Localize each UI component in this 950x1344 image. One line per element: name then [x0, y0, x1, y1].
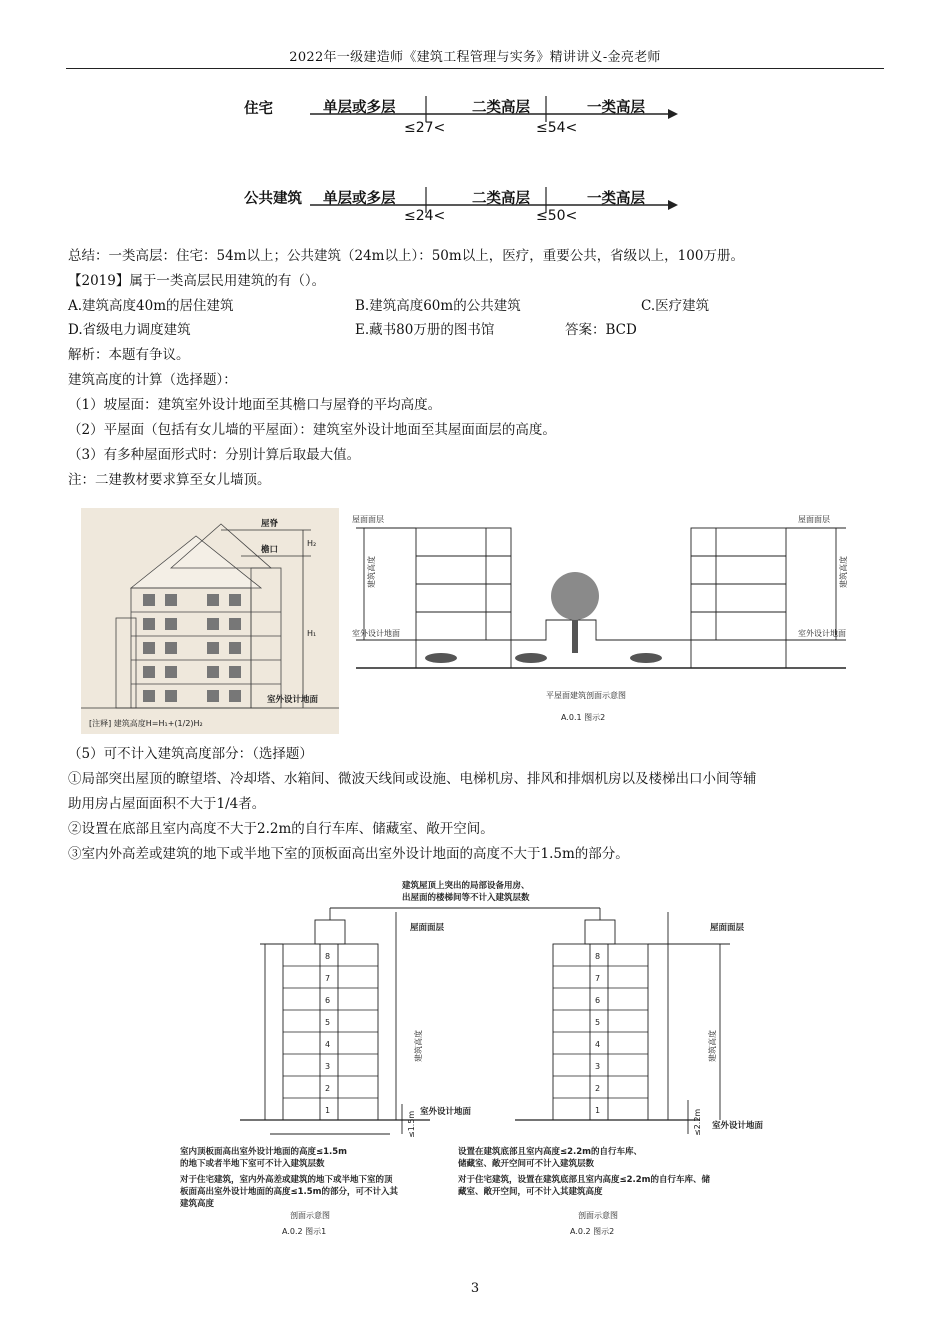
- scale-segment-class1: 一类高层: [587, 100, 645, 116]
- label-height-left: 建筑高度: [367, 556, 376, 588]
- label-ground-left: 室外设计地面: [352, 629, 400, 638]
- label-ridge: 屋脊: [261, 519, 279, 529]
- floor-2-left: 2: [325, 1084, 331, 1093]
- scale-segment-class2: 二类高层: [472, 100, 530, 116]
- page-header: 2022年一级建造师《建筑工程管理与实务》精讲讲义-金亮老师: [289, 50, 661, 65]
- answer-text: 答案：BCD: [565, 322, 637, 338]
- dim-right: ≤2.2m: [693, 1108, 702, 1136]
- left-note-4: 板面高出室外设计地面的高度≤1.5m的部分，可不计入其: [180, 1187, 399, 1197]
- option-c: C.医疗建筑: [641, 298, 710, 314]
- label-h2: H₂: [307, 539, 317, 548]
- label-roof-left: 屋面面层: [410, 923, 445, 933]
- scale-mark-50: ≤50<: [536, 208, 578, 224]
- scale-residential-label: 住宅: [244, 101, 273, 117]
- option-a: A.建筑高度40m的居住建筑: [68, 298, 234, 314]
- floor-1-left: 1: [325, 1106, 331, 1115]
- left-note-5: 建筑高度: [180, 1199, 215, 1209]
- floor-8-left: 8: [325, 952, 331, 961]
- floor-3-right: 3: [595, 1062, 601, 1071]
- left-note-1: 室内顶板面高出室外设计地面的高度≤1.5m: [180, 1147, 348, 1157]
- exclude-title: （5）可不计入建筑高度部分：（选择题）: [68, 746, 313, 762]
- floor-3-left: 3: [325, 1062, 331, 1071]
- label-h1: H₁: [307, 629, 317, 638]
- height-formula-note: [注释] 建筑高度H=H₁+(1/2)H₂: [89, 719, 203, 728]
- figure-caption: 平屋面建筑剖面示意图: [546, 691, 626, 700]
- caption-right: 剖面示意图: [578, 1211, 618, 1220]
- scale-segment-class2: 二类高层: [472, 191, 530, 207]
- figno-right: A.0.2 图示2: [570, 1227, 615, 1236]
- scale-public-label: 公共建筑: [244, 191, 302, 207]
- left-note-3: 对于住宅建筑，室内外高差或建筑的地下或半地下室的顶: [180, 1175, 393, 1185]
- figure-flat-roof-section: [346, 508, 866, 734]
- exclude-rule-1a: ①局部突出屋顶的瞭望塔、冷却塔、水箱间、微波天线间或设施、电梯机房、排风和排烟机房以及楼梯出口小间等辅: [68, 771, 757, 787]
- scale-mark-27: ≤27<: [404, 120, 446, 136]
- floor-5-left: 5: [325, 1018, 331, 1027]
- right-note-1: 设置在建筑底部且室内高度≤2.2m的自行车库、: [458, 1147, 643, 1157]
- left-note-2: 的地下或者半地下室可不计入建筑层数: [180, 1159, 325, 1169]
- figure-number: A.0.1 图示2: [561, 713, 606, 722]
- right-note-3: 对于住宅建筑，设置在建筑底部且室内高度≤2.2m的自行车库、储: [458, 1175, 711, 1185]
- scale-segment-class1: 一类高层: [587, 191, 645, 207]
- scale-mark-54: ≤54<: [536, 120, 578, 136]
- exclude-rule-3: ③室内外高差或建筑的地下或半地下室的顶板面高出室外设计地面的高度不大于1.5m的部分。: [68, 846, 629, 862]
- label-height-right: 建筑高度: [708, 1030, 717, 1062]
- label-roof-left: 屋面面层: [352, 515, 384, 524]
- calc-title: 建筑高度的计算（选择题）：: [68, 372, 237, 388]
- floor-2-right: 2: [595, 1084, 601, 1093]
- right-note-4: 藏室、敞开空间，可不计入其建筑高度: [458, 1187, 603, 1197]
- floor-1-right: 1: [595, 1106, 601, 1115]
- label-ground-left: 室外设计地面: [420, 1107, 472, 1117]
- floor-8-right: 8: [595, 952, 601, 961]
- dim-left: ≤1.5m: [407, 1110, 416, 1138]
- figure-excluded-height: [170, 872, 790, 1244]
- label-height-right: 建筑高度: [839, 556, 848, 588]
- floor-7-left: 7: [325, 974, 331, 983]
- analysis-text: 解析：本题有争议。: [68, 347, 190, 363]
- calc-rule-3: （3）有多种屋面形式时：分别计算后取最大值。: [68, 447, 361, 463]
- label-eave: 檐口: [261, 545, 279, 555]
- top-note-2: 出屋面的楼梯间等不计入建筑层数: [402, 893, 530, 903]
- page-number: 3: [470, 1281, 480, 1296]
- calc-rule-2: （2）平屋面（包括有女儿墙的平屋面）：建筑室外设计地面至其屋面面层的高度。: [68, 422, 556, 438]
- scale-mark-24: ≤24<: [404, 208, 446, 224]
- exclude-rule-1b: 助用房占屋面面积不大于1/4者。: [68, 796, 266, 812]
- label-roof-right: 屋面面层: [798, 515, 830, 524]
- header-rule: [66, 68, 884, 69]
- floor-6-left: 6: [325, 996, 331, 1005]
- caption-left: 剖面示意图: [290, 1211, 330, 1220]
- exclude-rule-2: ②设置在底部且室内高度不大于2.2m的自行车库、储藏室、敞开空间。: [68, 821, 494, 837]
- figure-sloped-roof: [81, 508, 339, 734]
- option-d: D.省级电力调度建筑: [68, 322, 191, 338]
- label-ground-right: 室外设计地面: [798, 629, 846, 638]
- note-text: 注：二建教材要求算至女儿墙顶。: [68, 472, 271, 488]
- summary-text: 总结：一类高层：住宅：54m以上；公共建筑（24m以上）：50m以上，医疗，重要公共，省级以上，100万册。: [68, 248, 744, 264]
- floor-7-right: 7: [595, 974, 601, 983]
- floor-4-right: 4: [595, 1040, 601, 1049]
- right-note-2: 储藏室、敞开空间可不计入建筑层数: [458, 1159, 595, 1169]
- label-ground: 室外设计地面: [267, 695, 319, 705]
- floor-6-right: 6: [595, 996, 601, 1005]
- top-note-1: 建筑屋顶上突出的局部设备用房、: [402, 881, 530, 891]
- figno-left: A.0.2 图示1: [282, 1227, 327, 1236]
- option-b: B.建筑高度60m的公共建筑: [355, 298, 521, 314]
- option-e: E.藏书80万册的图书馆: [355, 322, 495, 338]
- floor-4-left: 4: [325, 1040, 331, 1049]
- label-ground-right: 室外设计地面: [712, 1121, 764, 1131]
- floor-5-right: 5: [595, 1018, 601, 1027]
- label-height-left: 建筑高度: [414, 1030, 423, 1062]
- scale-segment-low: 单层或多层: [323, 100, 396, 116]
- calc-rule-1: （1）坡屋面：建筑室外设计地面至其檐口与屋脊的平均高度。: [68, 397, 442, 413]
- scale-segment-low: 单层或多层: [323, 191, 396, 207]
- label-roof-right: 屋面面层: [710, 923, 745, 933]
- question-text: 【2019】属于一类高层民用建筑的有（）。: [68, 273, 326, 289]
